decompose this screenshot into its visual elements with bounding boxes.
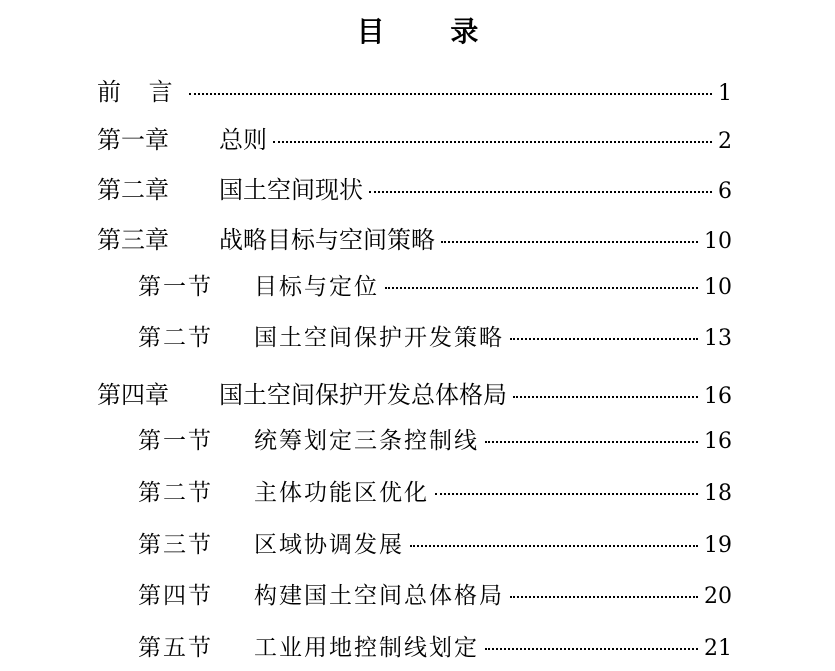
entry-number: 第一节	[138, 428, 213, 454]
dot-leader	[410, 545, 698, 547]
dot-leader	[189, 93, 712, 95]
entry-number: 第二章	[97, 176, 169, 204]
entry-label: 国土空间保护开发策略	[254, 325, 504, 351]
entry-page-number: 2	[718, 129, 732, 154]
entry-label: 目标与定位	[254, 274, 379, 300]
entry-label: 主体功能区优化	[254, 480, 429, 506]
entry-number: 第一节	[138, 274, 213, 300]
entry-number: 第四节	[138, 583, 213, 609]
entry-label: 战略目标与空间策略	[219, 226, 435, 254]
toc-entry-chapter-2[interactable]	[97, 170, 732, 210]
entry-label: 总则	[219, 126, 267, 154]
entry-label: 工业用地控制线划定	[254, 635, 479, 661]
toc-entry-chapter-3[interactable]	[97, 220, 732, 260]
entry-label: 国土空间现状	[219, 176, 363, 204]
entry-page-number: 6	[718, 179, 732, 204]
entry-page-number: 19	[704, 533, 732, 558]
entry-page-number: 10	[704, 275, 732, 300]
entry-page-number: 10	[704, 229, 732, 254]
entry-number: 第三章	[97, 226, 169, 254]
dot-leader	[441, 241, 698, 243]
entry-page-number: 21	[704, 636, 732, 661]
entry-number: 第一章	[97, 126, 169, 154]
entry-page-number: 1	[718, 81, 732, 106]
entry-label: 国土空间保护开发总体格局	[219, 381, 507, 409]
toc-title: 目 录	[356, 15, 507, 48]
entry-label: 区域协调发展	[254, 532, 404, 558]
entry-number: 第二节	[138, 325, 213, 351]
dot-leader	[435, 493, 698, 495]
dot-leader	[513, 396, 698, 398]
toc-entry-chapter-3-section-1[interactable]	[138, 267, 732, 307]
entry-page-number: 13	[704, 326, 732, 351]
dot-leader	[485, 648, 698, 650]
dot-leader	[385, 287, 698, 289]
dot-leader	[510, 338, 698, 340]
toc-entry-preface[interactable]	[97, 72, 732, 112]
toc-entry-chapter-4-section-5[interactable]	[138, 628, 732, 668]
entry-number: 第三节	[138, 532, 213, 558]
entry-label: 统筹划定三条控制线	[254, 428, 479, 454]
dot-leader	[510, 596, 698, 598]
toc-entry-chapter-4-section-1[interactable]	[138, 421, 732, 461]
entry-number: 第四章	[97, 381, 169, 409]
toc-entry-chapter-4[interactable]	[97, 375, 732, 415]
entry-number: 第五节	[138, 635, 213, 661]
toc-entry-chapter-4-section-4[interactable]	[138, 576, 732, 616]
dot-leader	[369, 191, 712, 193]
entry-page-number: 20	[704, 584, 732, 609]
entry-label: 构建国土空间总体格局	[254, 583, 504, 609]
dot-leader	[485, 441, 698, 443]
entry-page-number: 18	[704, 481, 732, 506]
toc-entry-chapter-1[interactable]	[97, 120, 732, 160]
toc-entry-chapter-4-section-2[interactable]	[138, 473, 732, 513]
entry-page-number: 16	[704, 429, 732, 454]
toc-entry-chapter-3-section-2[interactable]	[138, 318, 732, 358]
toc-entry-chapter-4-section-3[interactable]	[138, 525, 732, 565]
entry-number: 第二节	[138, 480, 213, 506]
dot-leader	[273, 141, 712, 143]
entry-page-number: 16	[704, 384, 732, 409]
entry-number: 前 言	[97, 78, 183, 106]
